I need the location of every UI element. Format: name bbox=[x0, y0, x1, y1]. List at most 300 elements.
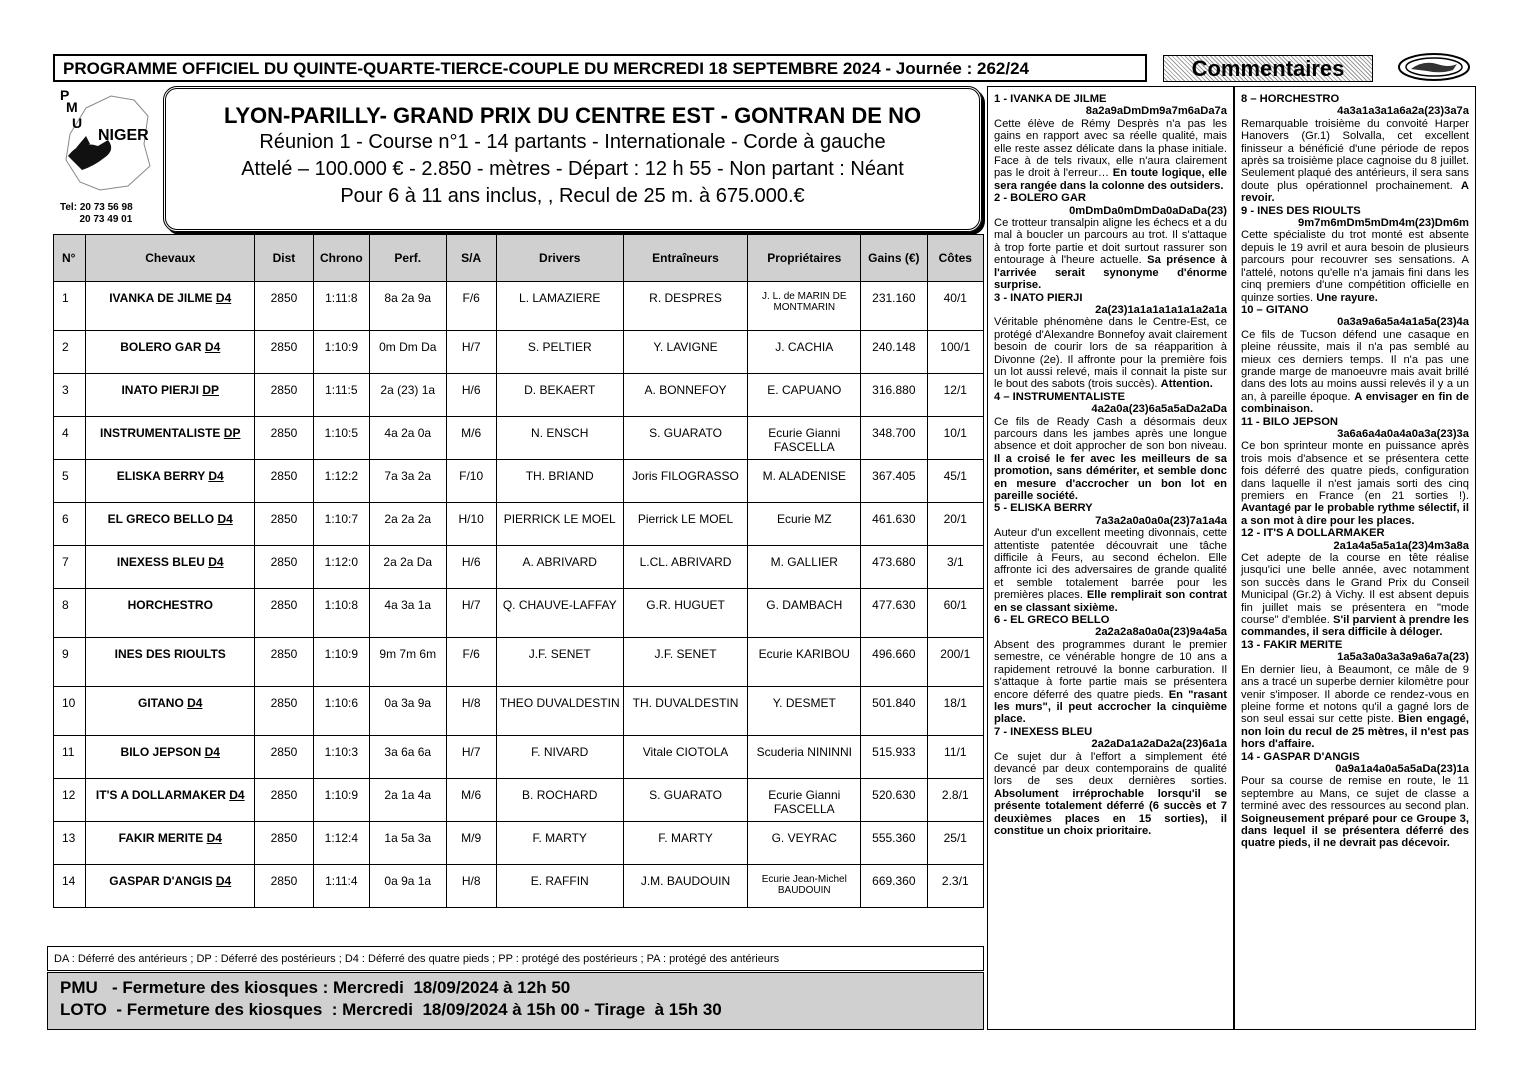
horse-cell bbox=[86, 503, 255, 546]
comment-block bbox=[994, 726, 1227, 838]
perf-cell: 7a 3a 2a bbox=[370, 460, 446, 503]
comment-verdict: En toute logique, elle sera rangée dans la colonne des outsiders. bbox=[994, 167, 1227, 192]
gains-cell: 477.630 bbox=[861, 589, 927, 638]
driver-cell: F. NIVARD bbox=[496, 736, 623, 779]
n-cell: 10 bbox=[54, 687, 86, 736]
gains-cell: 240.148 bbox=[861, 331, 927, 374]
owner-cell: Scuderia NININNI bbox=[748, 736, 861, 779]
comment-text: Véritable phénomène dans le Centre-Est, ce protégé d'Alexandre Bonnefoy avait clairement besoin de courir lors de sa réapparition à Divonne (2e). Il affronte pour la première fois un lot aussi relevé, mais il connait la piste sur le bout des sabots (trois succès). bbox=[994, 316, 1227, 391]
dist-cell: 2850 bbox=[255, 865, 313, 908]
column-header: N° bbox=[54, 235, 86, 282]
perf-cell: 4a 2a 0a bbox=[370, 417, 446, 460]
perf-cell: 4a 3a 1a bbox=[370, 589, 446, 638]
gains-cell: 515.933 bbox=[861, 736, 927, 779]
horse-cell bbox=[86, 865, 255, 908]
horse-name: INATO PIERJI bbox=[121, 383, 200, 397]
comment-body bbox=[1241, 552, 1469, 639]
pmu-oval-logo bbox=[1397, 52, 1471, 82]
shoeing-tag: D4 bbox=[215, 291, 232, 305]
shoeing-tag: D4 bbox=[204, 745, 220, 759]
comment-title: 14 - GASPAR D'ANGIS bbox=[1241, 750, 1360, 763]
comment-body bbox=[1241, 229, 1469, 303]
comment-form: 9m7m6mDm5mDm4m(23)Dm6m bbox=[1298, 217, 1469, 230]
comment-verdict: S'il parvient à prendre les commandes, il sera difficile à déloger. bbox=[1241, 614, 1469, 639]
comment-verdict: Avantagé par le probable rythme sélectif, il a son mot à dire pour les places. bbox=[1241, 502, 1469, 527]
horse-name: HORCHESTRO bbox=[127, 598, 213, 612]
chrono-cell: 1:10:6 bbox=[313, 687, 369, 736]
comment-block bbox=[1241, 416, 1469, 528]
comment-form: 3a6a6a4a0a4a0a3a(23)3a bbox=[1337, 427, 1469, 440]
cote-cell: 2.8/1 bbox=[927, 779, 983, 822]
cote-cell: 12/1 bbox=[927, 374, 983, 417]
runners-table bbox=[53, 234, 984, 908]
n-cell: 7 bbox=[54, 546, 86, 589]
dist-cell: 2850 bbox=[255, 736, 313, 779]
comment-form: 4a2a0a(23)6a5a5aDa2aDa bbox=[1091, 403, 1227, 416]
table-header-row bbox=[54, 235, 984, 282]
comment-text: Remarquable troisième du convoité Harper Hanovers (Gr.1) Solvalla, cet excellent finisseur a bénéficié d'une période de repos après sa troisième place cagnoise du 8 juillet. Seulement plaqué des antérieurs, il sera sans doute plus opérationnel prochainement. bbox=[1241, 117, 1469, 192]
cote-cell: 3/1 bbox=[927, 546, 983, 589]
perf-cell: 0a 3a 9a bbox=[370, 687, 446, 736]
perf-cell: 2a (23) 1a bbox=[370, 374, 446, 417]
n-cell: 9 bbox=[54, 638, 86, 687]
comment-verdict: Sa présence à l'arrivée serait synonyme d'énorme surprise. bbox=[994, 254, 1227, 292]
comment-body bbox=[1241, 664, 1469, 751]
gains-cell: 348.700 bbox=[861, 417, 927, 460]
comment-verdict: Attention. bbox=[1160, 378, 1213, 391]
driver-cell: N. ENSCH bbox=[496, 417, 623, 460]
legend: DA : Déferré des antérieurs ; DP : Déferré des postérieurs ; D4 : Déferré des quatre pieds ; PP : protégé des postérieurs ; PA : protégé des antérieurs bbox=[47, 946, 984, 971]
comment-form: 2a2aDa1a2aDa2a(23)6a1a bbox=[1091, 738, 1227, 751]
horse-cell bbox=[86, 331, 255, 374]
comment-body bbox=[1241, 440, 1469, 527]
chrono-cell: 1:10:9 bbox=[313, 638, 369, 687]
comment-title: 3 - INATO PIERJI bbox=[994, 291, 1083, 304]
gains-cell: 520.630 bbox=[861, 779, 927, 822]
gains-cell: 231.160 bbox=[861, 282, 927, 331]
comment-body bbox=[994, 639, 1227, 726]
comment-title: 10 – GITANO bbox=[1241, 303, 1309, 316]
comments-heading-label: Commentaires bbox=[1191, 56, 1345, 81]
owner-cell: Ecurie MZ bbox=[748, 503, 861, 546]
trainer-cell: Pierrick LE MOEL bbox=[623, 503, 748, 546]
gains-cell: 316.880 bbox=[861, 374, 927, 417]
dist-cell: 2850 bbox=[255, 687, 313, 736]
comment-title: 6 - EL GRECO BELLO bbox=[994, 614, 1110, 627]
telephone-numbers: Tel: 20 73 56 98 20 73 49 01 bbox=[60, 202, 133, 225]
column-header: Drivers bbox=[496, 235, 623, 282]
dist-cell: 2850 bbox=[255, 374, 313, 417]
comment-body bbox=[994, 316, 1227, 390]
perf-cell: 0a 9a 1a bbox=[370, 865, 446, 908]
perf-cell: 1a 5a 3a bbox=[370, 822, 446, 865]
dist-cell: 2850 bbox=[255, 460, 313, 503]
shoeing-tag: DP bbox=[202, 383, 220, 397]
trainer-cell: S. GUARATO bbox=[623, 779, 748, 822]
n-cell: 13 bbox=[54, 822, 86, 865]
sa-cell: F/6 bbox=[446, 638, 496, 687]
comment-block bbox=[1241, 304, 1469, 416]
table-row bbox=[54, 282, 984, 331]
comment-form: 4a3a1a3a1a6a2a(23)3a7a bbox=[1337, 105, 1469, 118]
driver-cell: B. ROCHARD bbox=[496, 779, 623, 822]
sa-cell: M/9 bbox=[446, 822, 496, 865]
page-title: PROGRAMME OFFICIEL DU QUINTE-QUARTE-TIERCE-COUPLE DU MERCREDI 18 SEPTEMBRE 2024 - Journée : 262/24 bbox=[53, 54, 1147, 82]
comment-form: 2a2a2a8a0a0a(23)9a4a5a bbox=[1095, 626, 1227, 639]
horse-name: FAKIR MERITE bbox=[118, 831, 204, 845]
comment-text: Auteur d'un excellent meeting divonnais, cette attentiste patentée découvrait une tâche difficile à Feurs, au second échelon. Elle affronte ici des adversaires de grande qualité et semble totalement barrée pour les premières places. bbox=[994, 527, 1227, 602]
owner-cell: J. L. de MARIN DE MONTMARIN bbox=[748, 282, 861, 331]
comment-title: 5 - ELISKA BERRY bbox=[994, 502, 1093, 515]
race-info-box bbox=[163, 86, 982, 232]
driver-cell: S. PELTIER bbox=[496, 331, 623, 374]
comment-block bbox=[994, 192, 1227, 291]
horse-name: ELISKA BERRY bbox=[116, 469, 206, 483]
comments-column-left bbox=[987, 86, 1234, 1030]
comment-verdict: A revoir. bbox=[1241, 179, 1469, 205]
n-cell: 6 bbox=[54, 503, 86, 546]
n-cell: 5 bbox=[54, 460, 86, 503]
column-header: Propriétaires bbox=[748, 235, 861, 282]
shoeing-tag: D4 bbox=[204, 340, 221, 354]
n-cell: 1 bbox=[54, 282, 86, 331]
chrono-cell: 1:11:4 bbox=[313, 865, 369, 908]
perf-cell: 8a 2a 9a bbox=[370, 282, 446, 331]
chrono-cell: 1:10:9 bbox=[313, 331, 369, 374]
chrono-cell: 1:10:3 bbox=[313, 736, 369, 779]
gains-cell: 669.360 bbox=[861, 865, 927, 908]
horse-cell bbox=[86, 822, 255, 865]
comment-block bbox=[994, 614, 1227, 726]
column-header: S/A bbox=[446, 235, 496, 282]
comment-block bbox=[1241, 639, 1469, 751]
sa-cell: H/7 bbox=[446, 736, 496, 779]
n-cell: 8 bbox=[54, 589, 86, 638]
dist-cell: 2850 bbox=[255, 638, 313, 687]
trainer-cell: Joris FILOGRASSO bbox=[623, 460, 748, 503]
race-line-2: Attelé – 100.000 € - 2.850 - mètres - Départ : 12 h 55 - Non partant : Néant bbox=[241, 158, 904, 180]
dist-cell: 2850 bbox=[255, 589, 313, 638]
trainer-cell: F. MARTY bbox=[623, 822, 748, 865]
horse-cell bbox=[86, 282, 255, 331]
owner-cell: M. GALLIER bbox=[748, 546, 861, 589]
comment-verdict: Bien engagé, non loin du recul de 25 mètres, il n'est pas hors d'affaire. bbox=[1241, 713, 1469, 751]
shoeing-tag: D4 bbox=[217, 512, 233, 526]
gains-cell: 555.360 bbox=[861, 822, 927, 865]
cote-cell: 20/1 bbox=[927, 503, 983, 546]
comment-title: 2 - BOLERO GAR bbox=[994, 192, 1086, 205]
perf-cell: 2a 1a 4a bbox=[370, 779, 446, 822]
horse-cell bbox=[86, 589, 255, 638]
chrono-cell: 1:10:7 bbox=[313, 503, 369, 546]
perf-cell: 0m Dm Da bbox=[370, 331, 446, 374]
shoeing-tag: D4 bbox=[187, 696, 203, 710]
comment-text: En dernier lieu, à Beaumont, ce mâle de 9 ans a tracé un superbe dernier kilomètre pour venir s'imposer. Il aborde ce rendez-vous en pleine forme et notons qu'il a gagné lors de son seul essai sur cette piste. bbox=[1241, 663, 1469, 726]
driver-cell: PIERRICK LE MOEL bbox=[496, 503, 623, 546]
table-row bbox=[54, 638, 984, 687]
trainer-cell: TH. DUVALDESTIN bbox=[623, 687, 748, 736]
comments-heading bbox=[1163, 55, 1373, 82]
gains-cell: 501.840 bbox=[861, 687, 927, 736]
gains-cell: 473.680 bbox=[861, 546, 927, 589]
shoeing-tag: D4 bbox=[208, 555, 224, 569]
dist-cell: 2850 bbox=[255, 331, 313, 374]
table-row bbox=[54, 779, 984, 822]
comment-body bbox=[1241, 775, 1469, 849]
comment-body bbox=[994, 751, 1227, 838]
cote-cell: 11/1 bbox=[927, 736, 983, 779]
horse-cell bbox=[86, 736, 255, 779]
dist-cell: 2850 bbox=[255, 417, 313, 460]
table-row bbox=[54, 589, 984, 638]
chrono-cell: 1:11:5 bbox=[313, 374, 369, 417]
chrono-cell: 1:12:4 bbox=[313, 822, 369, 865]
n-cell: 14 bbox=[54, 865, 86, 908]
niger-map-icon bbox=[56, 86, 156, 204]
table-row bbox=[54, 865, 984, 908]
chrono-cell: 1:12:0 bbox=[313, 546, 369, 589]
comment-block bbox=[994, 93, 1227, 192]
chrono-cell: 1:10:5 bbox=[313, 417, 369, 460]
sa-cell: H/8 bbox=[446, 865, 496, 908]
closing-times bbox=[47, 972, 984, 1030]
sa-cell: H/6 bbox=[446, 374, 496, 417]
shoeing-tag: D4 bbox=[229, 788, 245, 802]
horse-cell bbox=[86, 779, 255, 822]
comment-verdict: Il a croisé le fer avec les meilleurs de sa promotion, sans démériter, et semble donc en mesure d'accrocher un bon lot en pareille société. bbox=[994, 452, 1227, 502]
comment-title: 1 - IVANKA DE JILME bbox=[994, 93, 1107, 105]
comment-body bbox=[1241, 118, 1469, 205]
gains-cell: 461.630 bbox=[861, 503, 927, 546]
column-header: Perf. bbox=[370, 235, 446, 282]
perf-cell: 2a 2a 2a bbox=[370, 503, 446, 546]
trainer-cell: J.F. SENET bbox=[623, 638, 748, 687]
horse-name: IVANKA DE JILME bbox=[109, 291, 213, 305]
shoeing-tag: DP bbox=[223, 426, 241, 440]
perf-cell: 3a 6a 6a bbox=[370, 736, 446, 779]
owner-cell: G. DAMBACH bbox=[748, 589, 861, 638]
comment-verdict: Absolument irréprochable lorsqu'il se présente totalement déferré (6 succès et 7 deuxièmes places en 15 sorties), il constitue un choix prioritaire. bbox=[994, 787, 1227, 837]
comment-form: 2a(23)1a1a1a1a1a1a2a1a bbox=[1095, 303, 1227, 316]
comment-verdict: Elle remplirait son contrat en se classant sixième. bbox=[994, 589, 1228, 614]
driver-cell: TH. BRIAND bbox=[496, 460, 623, 503]
owner-cell: Ecurie Gianni FASCELLA bbox=[748, 417, 861, 460]
table-row bbox=[54, 503, 984, 546]
dist-cell: 2850 bbox=[255, 822, 313, 865]
trainer-cell: L.CL. ABRIVARD bbox=[623, 546, 748, 589]
comment-form: 0a3a9a6a5a4a1a5a(23)4a bbox=[1337, 316, 1469, 329]
horse-name: INSTRUMENTALISTE bbox=[100, 426, 221, 440]
horse-cell bbox=[86, 687, 255, 736]
driver-cell: THEO DUVALDESTIN bbox=[496, 687, 623, 736]
comment-title: 8 – HORCHESTRO bbox=[1241, 93, 1340, 105]
owner-cell: Ecurie Gianni FASCELLA bbox=[748, 779, 861, 822]
shoeing-tag: D4 bbox=[206, 831, 222, 845]
driver-cell: D. BEKAERT bbox=[496, 374, 623, 417]
horse-cell bbox=[86, 546, 255, 589]
n-cell: 11 bbox=[54, 736, 86, 779]
comment-text: Absent des programmes durant le premier semestre, ce vénérable hongre de 10 ans a rapidement retrouvé la bonne carburation. Il s'attaque à forte partie mais se présentera encore déferré des quatre pieds. bbox=[994, 638, 1227, 701]
comment-form: 0a9a1a4a0a5a5aDa(23)1a bbox=[1335, 762, 1469, 775]
perf-cell: 9m 7m 6m bbox=[370, 638, 446, 687]
n-cell: 4 bbox=[54, 417, 86, 460]
cote-cell: 200/1 bbox=[927, 638, 983, 687]
horse-cell bbox=[86, 417, 255, 460]
cote-cell: 2.3/1 bbox=[927, 865, 983, 908]
shoeing-tag: D4 bbox=[208, 469, 224, 483]
comment-text: Cette spécialiste du trot monté est absente depuis le 19 avril et aura besoin de plusieurs parcours pour recouvrer ses sensations. A l'attelé, notons qu'elle n'a jamais fini dans les cinq premiers d'une compétition officielle en quinze sorties. bbox=[1241, 229, 1469, 304]
table-row bbox=[54, 374, 984, 417]
horse-name: INEXESS BLEU bbox=[116, 555, 205, 569]
dist-cell: 2850 bbox=[255, 546, 313, 589]
owner-cell: Y. DESMET bbox=[748, 687, 861, 736]
horse-name: BOLERO GAR bbox=[120, 340, 202, 354]
comment-form: 7a3a2a0a0a0a(23)7a1a4a bbox=[1095, 514, 1227, 527]
horse-name: INES DES RIOULTS bbox=[114, 647, 226, 661]
trainer-cell: G.R. HUGUET bbox=[623, 589, 748, 638]
column-header: Chevaux bbox=[86, 235, 255, 282]
comment-verdict: A envisager en fin de combinaison. bbox=[1241, 390, 1469, 416]
trainer-cell: A. BONNEFOY bbox=[623, 374, 748, 417]
horse-name: IT'S A DOLLARMAKER bbox=[95, 788, 226, 802]
table-row bbox=[54, 417, 984, 460]
table-row bbox=[54, 822, 984, 865]
trainer-cell: R. DESPRES bbox=[623, 282, 748, 331]
comment-block bbox=[994, 292, 1227, 391]
owner-cell: Ecurie Jean-Michel BAUDOUIN bbox=[748, 865, 861, 908]
comment-verdict: En "rasant les murs", il peut accrocher la cinquième place. bbox=[994, 688, 1227, 726]
comment-text: Cette élève de Rémy Desprès n'a pas les gains en rapport avec sa réelle qualité, mais elle reste assez délicate dans la phase initiale. Face à de tels rivaux, elle n'aura clairement pas le droit à l'erreur… bbox=[994, 117, 1227, 180]
cote-cell: 60/1 bbox=[927, 589, 983, 638]
driver-cell: J.F. SENET bbox=[496, 638, 623, 687]
closing-pmu: PMU - Fermeture des kiosques : Mercredi 18/09/2024 à 12h 50 bbox=[60, 978, 571, 997]
comment-title: 4 – INSTRUMENTALISTE bbox=[994, 390, 1125, 403]
comment-body bbox=[994, 118, 1227, 192]
sa-cell: H/7 bbox=[446, 589, 496, 638]
sa-cell: H/8 bbox=[446, 687, 496, 736]
sa-cell: F/6 bbox=[446, 282, 496, 331]
sa-cell: F/10 bbox=[446, 460, 496, 503]
closing-loto: LOTO - Fermeture des kiosques : Mercredi 18/09/2024 à 15h 00 - Tirage à 15h 30 bbox=[60, 1000, 722, 1019]
table-row bbox=[54, 687, 984, 736]
comment-title: 12 - IT'S A DOLLARMAKER bbox=[1241, 527, 1385, 540]
chrono-cell: 1:10:9 bbox=[313, 779, 369, 822]
owner-cell: E. CAPUANO bbox=[748, 374, 861, 417]
sa-cell: M/6 bbox=[446, 417, 496, 460]
column-header: Côtes bbox=[927, 235, 983, 282]
comment-block bbox=[994, 391, 1227, 503]
cote-cell: 10/1 bbox=[927, 417, 983, 460]
horse-cell bbox=[86, 460, 255, 503]
trainer-cell: Y. LAVIGNE bbox=[623, 331, 748, 374]
table-row bbox=[54, 736, 984, 779]
column-header: Chrono bbox=[313, 235, 369, 282]
svg-text:M: M bbox=[66, 99, 78, 115]
table-row bbox=[54, 546, 984, 589]
horse-cell bbox=[86, 374, 255, 417]
comment-form: 2a1a4a5a5a1a(23)4m3a8a bbox=[1333, 539, 1469, 552]
comment-title: 7 - INEXESS BLEU bbox=[994, 725, 1093, 738]
trainer-cell: S. GUARATO bbox=[623, 417, 748, 460]
driver-cell: Q. CHAUVE-LAFFAY bbox=[496, 589, 623, 638]
cote-cell: 18/1 bbox=[927, 687, 983, 736]
comment-title: 11 - BILO JEPSON bbox=[1241, 415, 1338, 428]
driver-cell: F. MARTY bbox=[496, 822, 623, 865]
race-name: LYON-PARILLY- GRAND PRIX DU CENTRE EST - GONTRAN DE NO bbox=[223, 103, 922, 128]
cote-cell: 40/1 bbox=[927, 282, 983, 331]
gains-cell: 367.405 bbox=[861, 460, 927, 503]
gains-cell: 496.660 bbox=[861, 638, 927, 687]
comment-title: 9 - INES DES RIOULTS bbox=[1241, 204, 1361, 217]
comment-verdict: Soigneusement préparé pour ce Groupe 3, dans lequel il se présentera déferré des quatre pieds, il ne devrait pas décevoir. bbox=[1241, 812, 1469, 850]
comment-form: 1a5a3a0a3a3a9a6a7a(23) bbox=[1337, 651, 1469, 664]
comment-form: 0mDmDa0mDmDa0aDaDa(23) bbox=[1069, 204, 1227, 217]
comment-block bbox=[994, 502, 1227, 614]
table-row bbox=[54, 460, 984, 503]
n-cell: 12 bbox=[54, 779, 86, 822]
comment-text: Ce sujet dur à l'effort a simplement été devancé par deux contemporains de qualité lors de ses deux dernières sorties. bbox=[994, 750, 1227, 788]
comment-block bbox=[1241, 527, 1469, 639]
comment-text: Ce fils de Ready Cash a désormais deux parcours dans les jambes après une longue absence et doit approcher de son bon niveau. bbox=[994, 415, 1227, 453]
dist-cell: 2850 bbox=[255, 779, 313, 822]
comment-verdict: Une rayure. bbox=[1316, 291, 1378, 304]
comment-body bbox=[994, 527, 1227, 614]
comments-column-right bbox=[1234, 86, 1476, 1030]
cote-cell: 45/1 bbox=[927, 460, 983, 503]
sa-cell: H/6 bbox=[446, 546, 496, 589]
race-line-3: Pour 6 à 11 ans inclus, , Recul de 25 m. à 675.000.€ bbox=[340, 185, 805, 207]
sa-cell: M/6 bbox=[446, 779, 496, 822]
owner-cell: J. CACHIA bbox=[748, 331, 861, 374]
sa-cell: H/7 bbox=[446, 331, 496, 374]
cote-cell: 100/1 bbox=[927, 331, 983, 374]
driver-cell: E. RAFFIN bbox=[496, 865, 623, 908]
comment-body bbox=[994, 416, 1227, 503]
trainer-cell: J.M. BAUDOUIN bbox=[623, 865, 748, 908]
svg-text:NIGER: NIGER bbox=[98, 127, 149, 144]
dist-cell: 2850 bbox=[255, 503, 313, 546]
comment-block bbox=[1241, 93, 1469, 205]
comment-form: 8a2a9aDmDm9a7m6aDa7a bbox=[1085, 105, 1227, 118]
race-line-1: Réunion 1 - Course n°1 - 14 partants - Internationale - Corde à gauche bbox=[259, 131, 886, 153]
column-header: Entraîneurs bbox=[623, 235, 748, 282]
driver-cell: A. ABRIVARD bbox=[496, 546, 623, 589]
comment-body bbox=[994, 217, 1227, 291]
owner-cell: Ecurie KARIBOU bbox=[748, 638, 861, 687]
svg-text:P: P bbox=[60, 87, 70, 103]
driver-cell: L. LAMAZIERE bbox=[496, 282, 623, 331]
n-cell: 3 bbox=[54, 374, 86, 417]
pmu-niger-logo bbox=[56, 86, 156, 204]
comment-text: Pour sa course de remise en route, le 11 septembre au Mans, ce sujet de classe a terminé avec des ressources au second plan. bbox=[1241, 775, 1469, 813]
comment-block bbox=[1241, 751, 1469, 850]
shoeing-tag: D4 bbox=[215, 874, 232, 888]
owner-cell: M. ALADENISE bbox=[748, 460, 861, 503]
cote-cell: 25/1 bbox=[927, 822, 983, 865]
chrono-cell: 1:12:2 bbox=[313, 460, 369, 503]
comment-text: Cet adepte de la course en tête réalise jusqu'ici une belle année, avec notamment son succès dans le Grand Prix du Conseil Municipal (Gr.2) à Vichy. Il est absent depuis fin juillet mais se présentera en "mode course" d'emblée. bbox=[1241, 552, 1469, 627]
sa-cell: H/10 bbox=[446, 503, 496, 546]
perf-cell: 2a 2a Da bbox=[370, 546, 446, 589]
horse-name: GITANO bbox=[138, 696, 184, 710]
dist-cell: 2850 bbox=[255, 282, 313, 331]
table-row bbox=[54, 331, 984, 374]
comment-text: Ce trotteur transalpin aligne les échecs et a du mal à boucler un parcours au trot. Il s'attaque à trop forte partie et doit surtout rassurer son entourage à l'heure actuelle. bbox=[994, 217, 1227, 267]
comment-text: Ce fils de Tucson défend une casaque en pleine réussite, mais il n'a pas semblé au mieux ces derniers temps. Il n'a pas une grande marge de manoeuvre mais avait brillé dans des lots au moins aussi relevés il y a un an, à pareille époque. bbox=[1241, 328, 1469, 403]
horse-name: BILO JEPSON bbox=[120, 745, 202, 759]
horse-name: GASPAR D'ANGIS bbox=[109, 874, 213, 888]
trainer-cell: Vitale CIOTOLA bbox=[623, 736, 748, 779]
